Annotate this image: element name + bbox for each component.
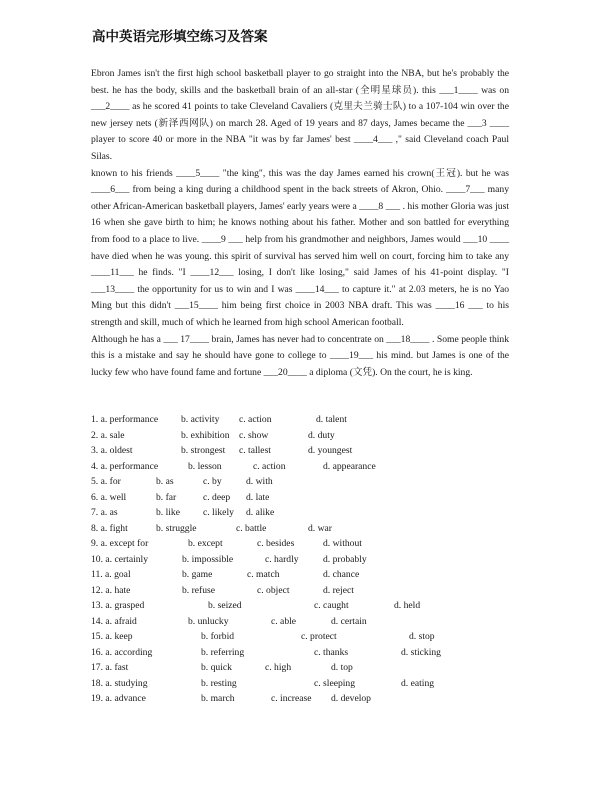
option-a: 19. a. advance [91, 693, 146, 704]
option-c: c. action [239, 414, 272, 425]
option-b: b. exhibition [181, 429, 230, 441]
option-d: d. top [331, 662, 353, 673]
option-row [91, 459, 511, 475]
option-row [91, 428, 511, 444]
option-c: c. object [257, 584, 290, 596]
option-a: 12. a. hate [91, 584, 131, 596]
option-d: d. held [394, 600, 421, 611]
option-d: d. duty [308, 429, 335, 441]
option-a: 10. a. certainly [91, 553, 149, 565]
option-b: b. activity [181, 414, 220, 425]
option-row [91, 474, 511, 490]
option-a: 17. a. fast [91, 662, 129, 673]
option-d: d. certain [331, 615, 367, 627]
option-row [91, 691, 511, 707]
option-c: c. protect [301, 631, 337, 642]
option-d: d. youngest [308, 445, 353, 456]
option-a: 3. a. oldest [91, 445, 133, 456]
option-d: d. sticking [401, 646, 441, 658]
option-row [91, 676, 511, 692]
option-d: d. appearance [323, 460, 376, 472]
option-b: b. impossible [182, 553, 234, 565]
option-c: c. high [265, 662, 292, 673]
option-row [91, 645, 511, 661]
option-b: b. struggle [156, 522, 197, 534]
passage-paragraph-2: known to his friends ____5____ "the king", this was the day James earned his crown(王冠). but he was ____6___ from being a king during a childhood spent in the back streets of Akron, Ohio. ____7___ many other African-American basketball players, James' early years were a ____8 ___ . his mother Gloria was just 16 when she gave birth to him; he knows nothing about his father. Mother and son battled for everything from food to a place to live. ____9 ___ help from his grandmother and neighbors, James would ___10 ____ have died when he was young. this spirit of survival has served him well on court, forcing him to take any ____11___ he finds. "I ____12___ losing, I don't like losing," said James of his 41-point display. "I ___13____ the opportunity for us to win and I was ____14___ to capture it." at 2.03 meters, he is no Yao Ming but this didn't ___15____ him being first choice in 2003 NBA draft. This was ____16 ___ to his strength and skill, much of which he learned from high school American football. [91, 167, 509, 328]
option-row [91, 536, 511, 552]
option-c: c. sleeping [314, 677, 356, 689]
option-b: b. quick [201, 662, 232, 673]
option-b: b. refuse [182, 584, 216, 596]
option-c: c. increase [271, 693, 312, 704]
option-row [91, 598, 511, 614]
option-b: b. forbid [201, 631, 235, 642]
option-c: c. deep [203, 491, 231, 503]
option-row [91, 443, 511, 459]
option-c: c. thanks [314, 646, 349, 658]
option-d: d. without [323, 538, 362, 549]
option-a: 15. a. keep [91, 631, 133, 642]
document-title: 高中英语完形填空练习及答案 [92, 29, 268, 45]
option-a: 1. a. performance [91, 414, 159, 425]
option-b: b. as [156, 476, 174, 487]
option-c: c. likely [203, 507, 234, 518]
option-row [91, 490, 511, 506]
option-b: b. unlucky [188, 615, 229, 627]
option-a: 5. a. for [91, 476, 121, 487]
passage-paragraph-3: Although he has a ___ 17____ brain, James has never had to concentrate on ___18____ . Some people think this is a mistake and say he should have gone to college to ____19___ his mind. but James is one of the lucky few who have found fame and fortune ___20____ a diploma (文凭). On the court, he is king. [91, 333, 509, 378]
option-d: d. talent [316, 414, 347, 425]
option-row [91, 614, 511, 630]
answer-options-list [91, 412, 511, 707]
option-c: c. hardly [265, 553, 299, 565]
option-b: b. march [201, 693, 235, 704]
option-a: 18. a. studying [91, 677, 148, 689]
option-row [91, 412, 511, 428]
option-row [91, 583, 511, 599]
option-b: b. far [156, 491, 177, 503]
option-d: d. war [308, 522, 332, 534]
option-c: c. match [247, 569, 280, 580]
option-a: 7. a. as [91, 507, 118, 518]
option-c: c. tallest [239, 445, 271, 456]
option-a: 8. a. fight [91, 522, 128, 534]
option-b: b. except [188, 538, 223, 549]
option-b: b. game [182, 569, 213, 580]
cloze-passage [91, 66, 509, 381]
option-a: 11. a. goal [91, 569, 131, 580]
option-b: b. resting [201, 677, 237, 689]
option-c: c. show [239, 429, 269, 441]
option-d: d. develop [331, 693, 371, 704]
option-a: 13. a. grasped [91, 600, 145, 611]
option-c: c. by [203, 476, 222, 487]
option-d: d. chance [323, 569, 360, 580]
option-a: 6. a. well [91, 491, 127, 503]
option-b: b. lesson [188, 460, 222, 472]
option-row [91, 521, 511, 537]
option-b: b. like [156, 507, 180, 518]
option-row [91, 660, 511, 676]
option-d: d. alike [246, 507, 275, 518]
option-d: d. late [246, 491, 270, 503]
option-row [91, 505, 511, 521]
option-b: b. seized [208, 600, 242, 611]
option-row [91, 567, 511, 583]
option-a: 2. a. sale [91, 429, 125, 441]
option-row [91, 629, 511, 645]
option-d: d. reject [323, 584, 354, 596]
option-a: 4. a. performance [91, 460, 159, 472]
option-a: 16. a. according [91, 646, 153, 658]
option-c: c. besides [257, 538, 295, 549]
option-a: 14. a. afraid [91, 615, 137, 627]
option-d: d. probably [323, 553, 367, 565]
option-row [91, 552, 511, 568]
option-d: d. with [246, 476, 273, 487]
option-b: b. referring [201, 646, 245, 658]
option-c: c. able [271, 615, 297, 627]
option-d: d. eating [401, 677, 435, 689]
option-c: c. battle [236, 522, 267, 534]
option-c: c. caught [314, 600, 349, 611]
option-a: 9. a. except for [91, 538, 149, 549]
option-c: c. action [253, 460, 286, 472]
option-d: d. stop [409, 631, 435, 642]
passage-paragraph-1: Ebron James isn't the first high school basketball player to go straight into the NBA, but he's probably the best. he has the body, skills and the basketball brain of an all-star (全明星球员). this ___1____ was on ___2____ as he scored 41 points to take Cleveland Cavaliers (克里夫兰骑士队) to a 107-104 win over the new jersey nets (新泽西网队) on march 28. Aged of 19 years and 87 days, James became the ___3 ____ player to score 40 or more in the NBA "it was by far James' best ____4___ ," said Cleveland coach Paul Silas. [91, 68, 509, 162]
option-b: b. strongest [181, 445, 226, 456]
